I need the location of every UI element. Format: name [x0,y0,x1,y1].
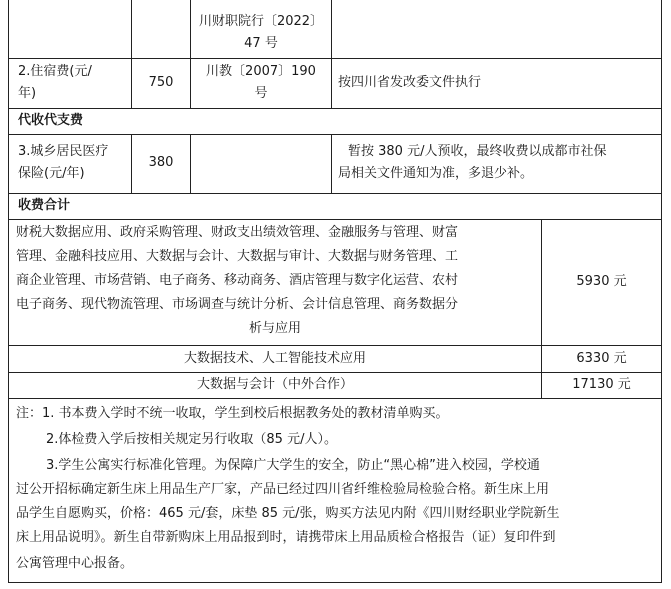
table-rule [8,58,662,59]
table-rule [661,0,662,583]
section-heading: 代收代支费 [18,113,84,128]
item-name: 2.住宿费(元/ [18,64,92,79]
table-rule [8,219,662,220]
item-name: 3.城乡居民医疗 [18,144,109,159]
note-line: 过公开招标确定新生床上用品生产厂家，产品已经过四川省纤维检验局检验合格。新生床上用 [16,482,550,497]
table-rule [8,193,662,194]
item-note: 暂按 380 元/人预收，最终收费以成都市社保 [348,144,607,159]
note-line: 床上用品说明》。新生自带新购床上用品报到时，请携带床上用品质检合格报告（证）复印件到 [16,530,556,545]
section-heading: 收费合计 [18,198,71,213]
table-rule [8,398,662,399]
table-rule [8,582,662,583]
majors-list: 电子商务、现代物流管理、市场调查与统计分析、会计信息管理、商务数据分 [16,297,459,312]
table-rule [8,134,662,135]
total-amount: 17130 元 [572,377,631,392]
table-rule [331,134,332,193]
item-amount: 750 [148,75,174,90]
item-name: 年) [18,86,37,101]
table-rule [8,0,9,583]
doc-number-line: 号 [254,86,268,101]
majors-list: 大数据与会计（中外合作） [196,377,353,392]
table-rule [190,134,191,193]
table-rule [8,345,662,346]
note-line: 公寓管理中心报备。 [16,556,134,571]
note-line: 品学生自愿购买，价格：465 元/套，床垫 85 元/张，购买方法见内附《四川财经职业学院新生 [16,506,560,521]
item-note: 局相关文件通知为准，多退少补。 [338,166,534,181]
table-rule [331,0,332,108]
note-line: 注：1. 书本费入学时不统一收取，学生到校后根据教务处的教材清单购买。 [16,406,449,421]
total-amount: 5930 元 [576,274,627,289]
majors-list: 大数据技术、人工智能技术应用 [183,351,366,366]
table-rule [8,108,662,109]
majors-list: 商企业管理、市场营销、电子商务、移动商务、酒店管理与数字化运营、农村 [16,273,459,288]
majors-list: 管理、金融科技应用、大数据与会计、大数据与审计、大数据与财务管理、工 [16,249,459,264]
majors-list: 财税大数据应用、政府采购管理、财政支出绩效管理、金融服务与管理、财富 [16,225,459,240]
note-line: 3.学生公寓实行标准化管理。为保障广大学生的安全，防止“黑心棉”进入校园，学校通 [46,458,540,473]
item-amount: 380 [148,155,174,170]
table-rule [8,372,662,373]
item-name: 保险(元/年) [18,166,85,181]
note-line: 2.体检费入学后按相关规定另行收取（85 元/人）。 [46,432,337,447]
doc-number-line: 川财职院行〔2022〕 [198,14,324,29]
item-note: 按四川省发改委文件执行 [338,75,482,90]
table-rule [541,219,542,398]
doc-number-line: 川教〔2007〕190 [206,64,316,79]
total-amount: 6330 元 [576,351,627,366]
majors-list: 析与应用 [248,321,301,336]
doc-number-line: 47 号 [244,36,278,51]
